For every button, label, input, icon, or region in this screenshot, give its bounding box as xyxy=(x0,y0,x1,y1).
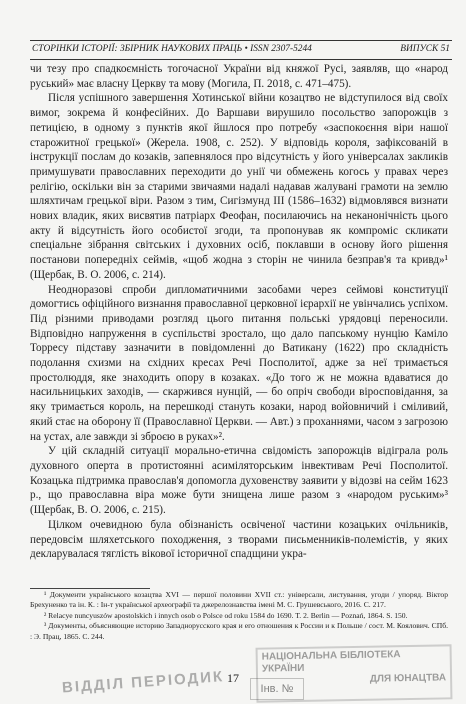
page-number: 17 xyxy=(227,671,239,685)
footnote: ³ Документы, объясняющие историю Западнорусского края и его отношения к России и к Польше / сост. М. Коялович. СПб. : Э. Прац, 1865. С. 244. xyxy=(30,621,448,641)
footnotes xyxy=(30,590,448,642)
paragraph: чи тезу про спадкоємність тогочасної України від княжої Русі, заявляв, що «народ руський» має власну Церкву та мову (Могила, П. 2018, с. 471–475). xyxy=(30,63,448,90)
paragraph: У цій складній ситуації морально-етична свідомість запорожців відіграла роль духовного оперта в протистоянні асиміляторським інвективам Речі Посполитої. Козацька підтримка православ'я допомогла духовенству заявити у відозві на сейм 1623 р., що православна віра може бути знищена лише разом з «народом руським»³ (Щербак, В. О. 2006, с. 215). xyxy=(30,445,448,517)
stamp-line: ДЛЯ ЮНАЦТВА xyxy=(369,672,447,685)
stamp-line: НАЦІОНАЛЬНА БІБЛІОТЕКА УКРАЇНИ xyxy=(261,649,401,675)
footnote: ² Relacye nuncyuszów apostolskich i innych osob o Polsce od roku 1584 do 1690. T. 2. Berlin — Poznań, 1864. S. 150. xyxy=(44,610,408,620)
issue-number: ВИПУСК 51 xyxy=(400,44,450,54)
article-body xyxy=(30,62,448,562)
library-stamp-periodicals: ВІДДІЛ ПЕРІОДИК xyxy=(61,668,225,697)
footnote-divider xyxy=(30,588,150,589)
paragraph: Неодноразові спроби дипломатичними засобами через сеймові конституції домогтись офіційного визнання православної церковної ієрархії не увінчались успіхом. Під різними приводами розгляд цього питання польські урядовці переносили. Відповідно напруження в суспільстві зростало, що дало папському нунцію Каміло Торресу підставу зазначити в повідомленні до Ватикану (1622) про складність подолання схизми на східних кресах Речі Посполитої, адже за неї тримається простолюддя, яке знаходить опору в козаках. «До того ж не можна вдаватися до насильницьких заходів, — скаржився нунцій, — бо опріч свободи віросповідання, за яку тримається король, на перешкоді стануть козаки, народ войовничий і сміливий, який стає на оборону її (Православної Церкви. — Авт.) з проханнями, часом з загрозою на устах, але завжди зі зброєю в руках»². xyxy=(30,283,449,443)
paragraph: Після успішного завершення Хотинської війни козацтво не відступилося від своїх вимог, зокрема й конфесійних. До Варшави вирушило посольство запорожців з петицією, в одному з пунктів якої йшлося про потребу «заспокоєння віри нашої старожитної грецької» (Жерела. 1908, с. 252). У відповідь короля, зафіксованій в інструкції послам до козаків, запевнялося про відсутність у його універсалах закликів примушувати православних переходити до унії чи обмежень когось у правах через релігію, оскільки він за старими звичаями надалі надавав жалувані грамоти на землю шляхтичам грецької віри. Разом з тим, Сигізмунд ІІІ (1586–1632) відмовлявся визнати нових владик, яких висвятив патріарх Феофан, посилаючись на неканонічність цього акту й відсутність його особистої згоди, та пропонував як компроміс скликати спеціальне зібрання світських і духовних осіб, поклавши в основу його рішення постанови попередніх сеймів, «щоб жодна з сторін не чинила безправ'я та кривд»¹ (Щербак, В. О. 2006, с. 214). xyxy=(30,92,448,281)
running-header xyxy=(30,40,452,60)
paragraph: Цілком очевидною була обізнаність освіченої частини козацьких очільників, передовсім шляхетського походження, з творами письменників-полемістів, у яких декларувалася тяглість вікової історичної спадщини укра- xyxy=(30,518,448,561)
journal-title: СТОРІНКИ ІСТОРІЇ: ЗБІРНИК НАУКОВИХ ПРАЦЬ • ISSN 2307-5244 xyxy=(32,44,312,54)
inventory-stamp: Інв. № xyxy=(250,678,304,700)
footnote: ¹ Документи українського козацтва XVI — першої половини XVII ст.: універсали, листування, угоди / упоряд. Віктор Брехуненко та ін. К. : Ін-т української археографії та джерелознавства імені М. С. Грушевського, 2016. С. 217. xyxy=(30,590,448,610)
